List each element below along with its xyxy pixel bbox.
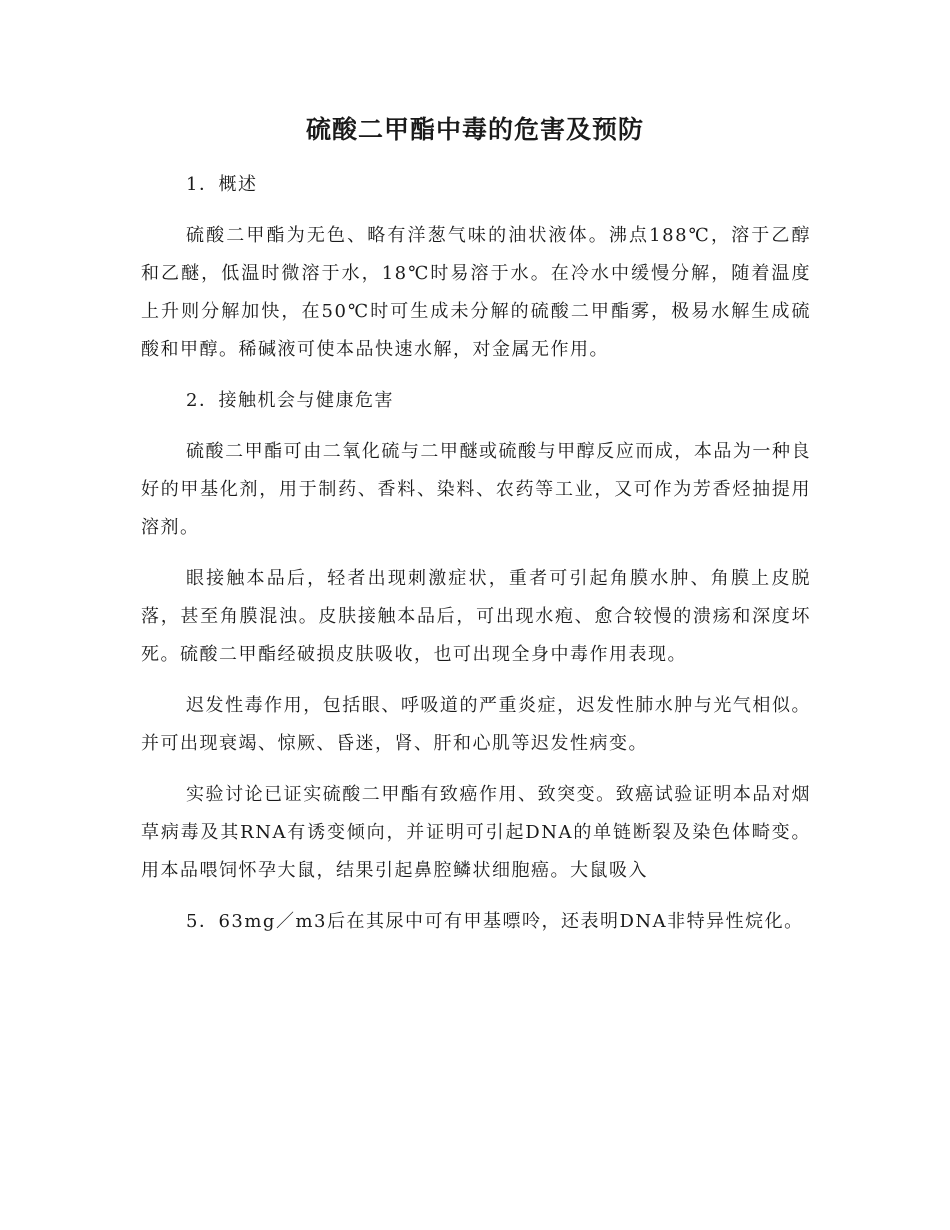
paragraph-carcinogenicity: 实验讨论已证实硫酸二甲酯有致癌作用、致突变。致癌试验证明本品对烟草病毒及其RNA有诱变倾向，并证明可引起DNA的单链断裂及染色体畸变。用本品喂饲怀孕大鼠，结果引起鼻腔鳞状细胞癌。大鼠吸入 [141, 784, 811, 881]
paragraph-delayed-effects: 迟发性毒作用，包括眼、呼吸道的严重炎症，迟发性肺水肿与光气相似。并可出现衰竭、惊厥、昏迷，肾、肝和心肌等迟发性病变。 [141, 695, 811, 754]
paragraph-overview: 硫酸二甲酯为无色、略有洋葱气味的油状液体。沸点188℃，溶于乙醇和乙醚，低温时微溶于水，18℃时易溶于水。在冷水中缓慢分解，随着温度上升则分解加快，在50℃时可生成未分解的硫酸二甲酯雾，极易水解生成硫酸和甲醇。稀碱液可使本品快速水解，对金属无作用。 [141, 225, 811, 360]
paragraph-eye-skin-contact: 眼接触本品后，轻者出现刺激症状，重者可引起角膜水肿、角膜上皮脱落，甚至角膜混浊。皮肤接触本品后，可出现水疱、愈合较慢的溃疡和深度坏死。硫酸二甲酯经破损皮肤吸收，也可出现全身中毒作用表现。 [141, 568, 811, 665]
document-title: 硫酸二甲酯中毒的危害及预防 [305, 115, 644, 144]
paragraph-exposure-sources: 硫酸二甲酯可由二氧化硫与二甲醚或硫酸与甲醇反应而成，本品为一种良好的甲基化剂，用于制药、香料、染料、农药等工业，又可作为芳香烃抽提用溶剂。 [141, 441, 811, 538]
section-heading-overview: 1．概述 [186, 174, 258, 195]
document-body [141, 166, 811, 954]
paragraph-inhalation-result: 5．63mg／m3后在其尿中可有甲基嘌呤，还表明DNA非特异性烷化。 [186, 911, 804, 932]
section-heading-exposure: 2．接触机会与健康危害 [186, 390, 394, 411]
